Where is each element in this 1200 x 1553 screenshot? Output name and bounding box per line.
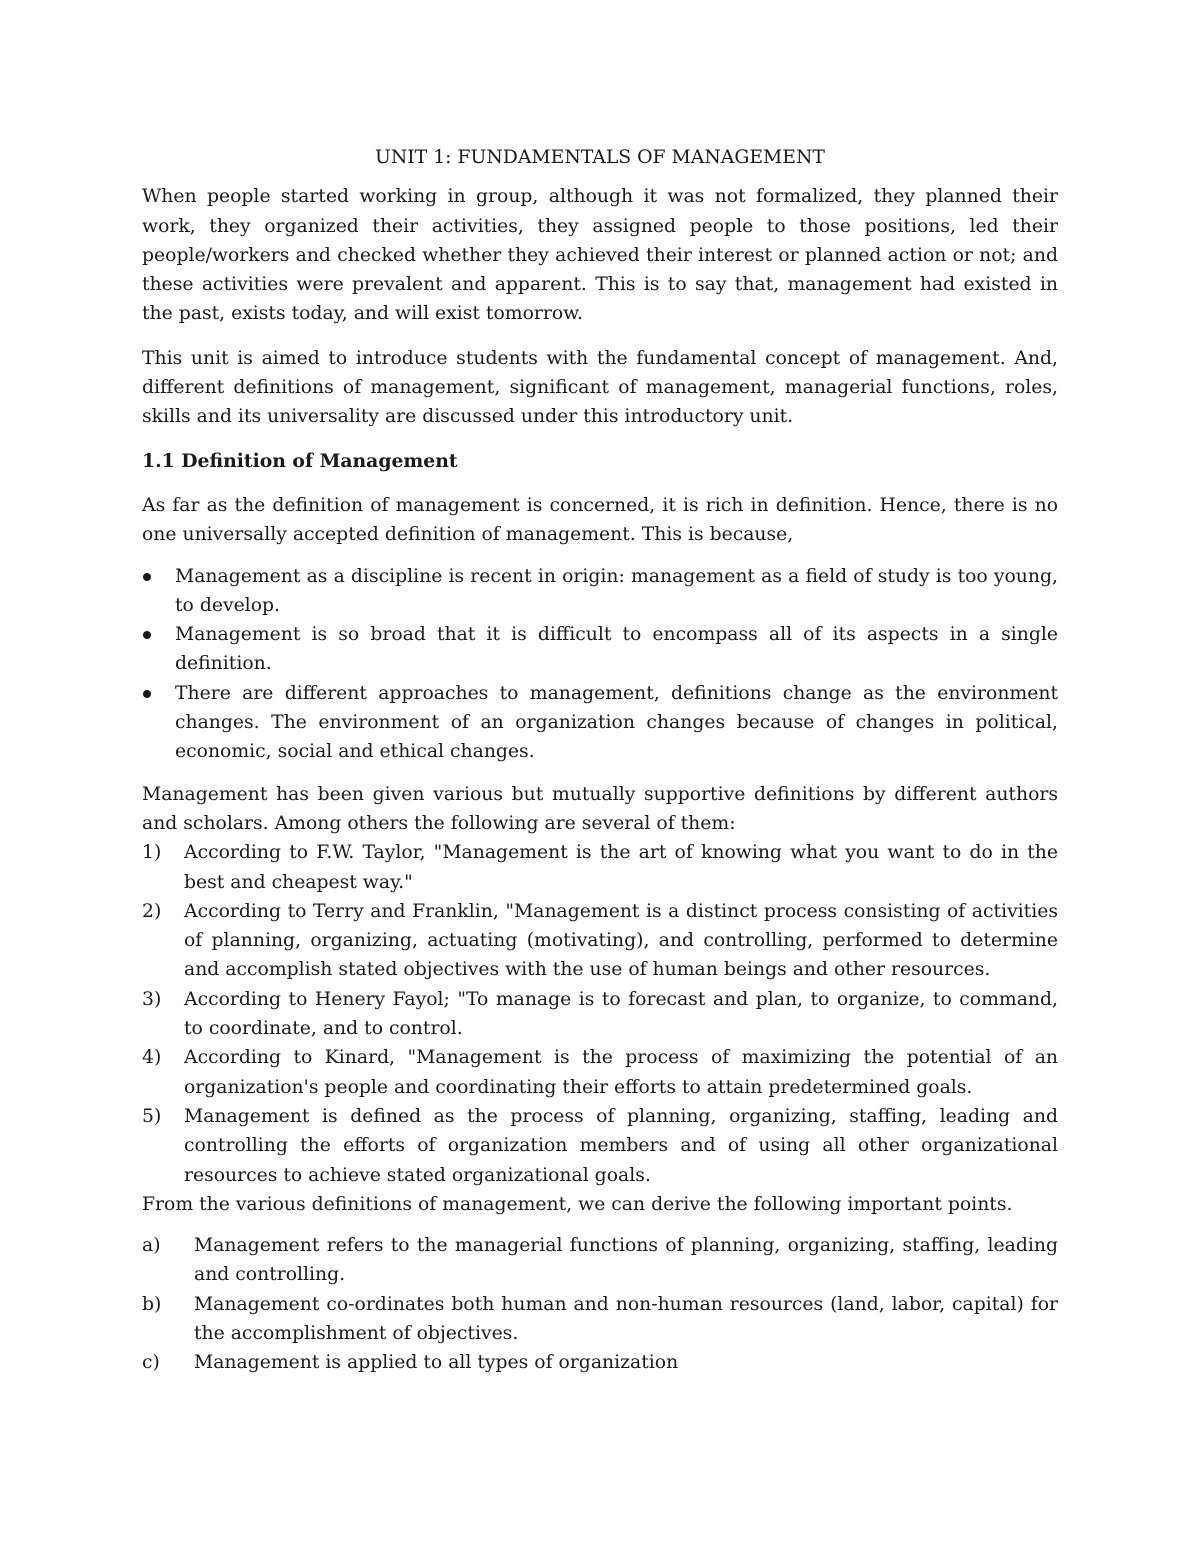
document-title: UNIT 1: FUNDAMENTALS OF MANAGEMENT xyxy=(375,147,825,168)
list-marker: 5) xyxy=(142,1105,162,1127)
point-item xyxy=(142,1231,1058,1290)
definition-item xyxy=(142,985,1058,1044)
definition-item xyxy=(142,897,1058,985)
important-points-list xyxy=(142,1231,1058,1377)
list-marker: 2) xyxy=(142,900,162,922)
bullet-dot-icon xyxy=(143,631,151,639)
bullet-dot-icon xyxy=(143,690,151,698)
list-marker: 4) xyxy=(142,1047,162,1069)
definition-text: According to Kinard, "Management is the process of maximizing the potential of an organization's people and coordinating their efforts to attain predetermined goals. xyxy=(184,1047,1058,1098)
definition-text: According to F.W. Taylor, "Management is the art of knowing what you want to do in the best and cheapest way." xyxy=(184,842,1058,893)
definition-text: Management is defined as the process of planning, organizing, staffing, leading and controlling the efforts of organization members and of using all other organizational resources to achieve stated organizational goals. xyxy=(184,1105,1058,1186)
intro-paragraph-1: When people started working in group, although it was not formalized, they planned their work, they organized their activities, they assigned people to those positions, led their people/workers and checked whether they achieved their interest or planned action or not; and these activities were prevalent and apparent. This is to say that, management had existed in the past, exists today, and will exist tomorrow. xyxy=(142,186,1058,325)
bullet-text: Management as a discipline is recent in origin: management as a field of study is too young, to develop. xyxy=(175,565,1058,616)
bullet-item xyxy=(142,620,1058,679)
definition-text: According to Terry and Franklin, "Management is a distinct process consisting of activities of planning, organizing, actuating (motivating), and controlling, performed to determine and accomplish stated objectives with the use of human beings and other resources. xyxy=(184,900,1058,981)
definition-item xyxy=(142,838,1058,897)
definition-item xyxy=(142,1043,1058,1102)
list-marker: a) xyxy=(142,1235,161,1257)
bullet-dot-icon xyxy=(143,573,151,581)
section-heading: 1.1 Definition of Management xyxy=(142,449,458,472)
reasons-bullet-list xyxy=(142,562,1058,767)
section-intro-paragraph: As far as the definition of management is concerned, it is rich in definition. Hence, there is no one universally accepted definition of management. This is because, xyxy=(142,494,1058,546)
definition-text: According to Henery Fayol; "To manage is to forecast and plan, to organize, to command, to coordinate, and to control. xyxy=(184,988,1058,1040)
list-marker: c) xyxy=(142,1352,160,1374)
list-marker: b) xyxy=(142,1293,162,1315)
intro-paragraph-2: This unit is aimed to introduce students with the fundamental concept of management. And, different definitions of management, significant of management, managerial functions, roles, skills and its universality are discussed under this introductory unit. xyxy=(142,347,1058,428)
points-intro-paragraph: From the various definitions of management, we can derive the following important points. xyxy=(142,1193,1013,1215)
bullet-text: There are different approaches to management, definitions change as the environment changes. The environment of an organization changes because of changes in political, economic, social and ethical changes. xyxy=(175,682,1058,763)
bullet-item xyxy=(142,679,1058,767)
point-item xyxy=(142,1290,1058,1349)
definition-item xyxy=(142,1102,1058,1190)
bullet-item xyxy=(142,562,1058,621)
point-text: Management refers to the managerial functions of planning, organizing, staffing, leading and controlling. xyxy=(194,1235,1058,1286)
list-marker: 3) xyxy=(142,988,162,1010)
point-text: Management is applied to all types of organization xyxy=(194,1352,679,1374)
point-text: Management co-ordinates both human and non-human resources (land, labor, capital) for the accomplishment of objectives. xyxy=(194,1293,1058,1344)
list-marker: 1) xyxy=(142,842,162,864)
point-item xyxy=(142,1348,1058,1377)
definitions-numbered-list xyxy=(142,838,1058,1190)
bullet-text: Management is so broad that it is difficult to encompass all of its aspects in a single definition. xyxy=(175,624,1058,675)
definitions-intro-paragraph: Management has been given various but mutually supportive definitions by different authors and scholars. Among others the following are several of them: xyxy=(142,783,1058,834)
